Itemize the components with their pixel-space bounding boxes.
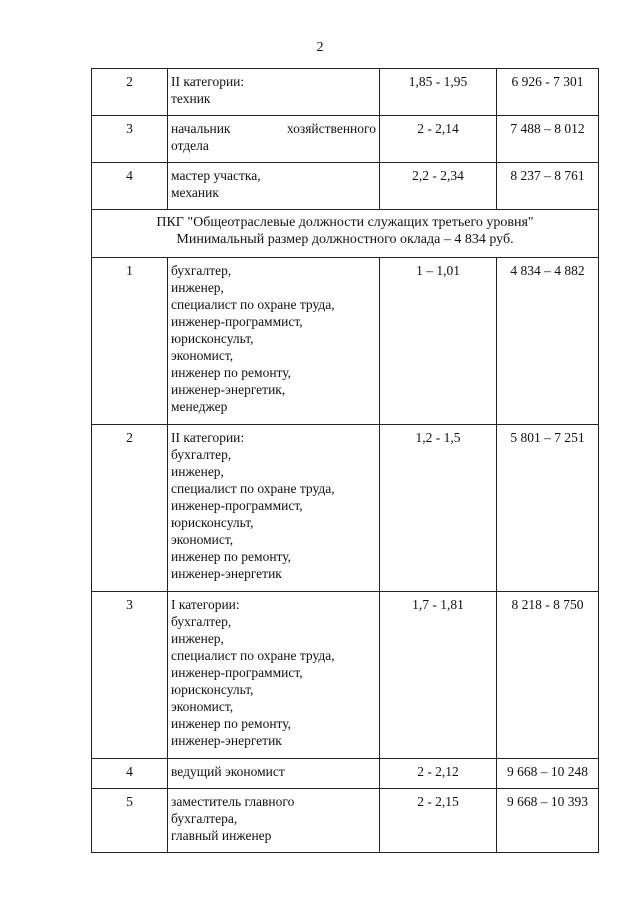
coefficient-cell: 1,85 - 1,95 — [380, 69, 497, 116]
salary-cell: 5 801 – 7 251 — [497, 425, 599, 592]
position-line: менеджер — [171, 399, 228, 414]
position-line: экономист, — [171, 348, 234, 363]
position-cell — [168, 258, 380, 425]
position-cell — [168, 163, 380, 210]
row-number: 1 — [92, 258, 168, 425]
position-line: специалист по охране труда, — [171, 297, 335, 312]
position-line: инженер по ремонту, — [171, 716, 292, 731]
salary-cell: 4 834 – 4 882 — [497, 258, 599, 425]
position-line: инженер по ремонту, — [171, 549, 292, 564]
position-line: заместитель главного — [171, 794, 295, 809]
position-line: главный инженер — [171, 828, 272, 843]
position-line: экономист, — [171, 532, 234, 547]
position-line: инженер, — [171, 464, 224, 479]
table-row — [92, 789, 599, 853]
position-line: бухгалтер, — [171, 614, 232, 629]
group-title: ПКГ "Общеотраслевые должности служащих третьего уровня" — [156, 215, 534, 230]
group-min-salary: Минимальный размер должностного оклада – 4 834 руб. — [176, 232, 514, 247]
coefficient-cell: 2 - 2,14 — [380, 116, 497, 163]
position-line: отдела — [171, 138, 209, 153]
table-row — [92, 425, 599, 592]
position-line: инженер-энергетик — [171, 733, 282, 748]
position-line: специалист по охране труда, — [171, 481, 335, 496]
position-line: экономист, — [171, 699, 234, 714]
salary-cell: 7 488 – 8 012 — [497, 116, 599, 163]
position-line: инженер-программист, — [171, 314, 303, 329]
table-row — [92, 592, 599, 759]
table-row — [92, 258, 599, 425]
position-line: II категории: — [171, 74, 245, 89]
position-line: I категории: — [171, 597, 240, 612]
position-line: инженер-программист, — [171, 665, 303, 680]
row-number: 4 — [92, 163, 168, 210]
position-cell — [168, 116, 380, 163]
row-number: 3 — [92, 592, 168, 759]
row-number: 3 — [92, 116, 168, 163]
position-line: специалист по охране труда, — [171, 648, 335, 663]
position-line: техник — [171, 91, 211, 106]
table-row — [92, 759, 599, 789]
coefficient-cell: 2 - 2,15 — [380, 789, 497, 853]
salary-cell: 9 668 – 10 248 — [497, 759, 599, 789]
position-word: начальник — [171, 121, 231, 136]
row-number: 5 — [92, 789, 168, 853]
position-cell — [168, 789, 380, 853]
coefficient-cell: 1,2 - 1,5 — [380, 425, 497, 592]
position-line: бухгалтер, — [171, 263, 232, 278]
position-line: инженер-программист, — [171, 498, 303, 513]
position-line: юрисконсульт, — [171, 331, 254, 346]
table-row — [92, 69, 599, 116]
position-cell — [168, 592, 380, 759]
coefficient-cell: 1 – 1,01 — [380, 258, 497, 425]
position-line: инженер по ремонту, — [171, 365, 292, 380]
position-line: инженер-энергетик, — [171, 382, 286, 397]
position-word: хозяйственного — [286, 121, 376, 136]
position-line: юрисконсульт, — [171, 515, 254, 530]
position-cell — [168, 69, 380, 116]
salary-cell: 8 237 – 8 761 — [497, 163, 599, 210]
position-line: инженер, — [171, 631, 224, 646]
position-line: бухгалтер, — [171, 447, 232, 462]
position-line: механик — [171, 185, 219, 200]
row-number: 2 — [92, 425, 168, 592]
table-row — [92, 163, 599, 210]
position-line: II категории: — [171, 430, 245, 445]
position-line: юрисконсульт, — [171, 682, 254, 697]
position-line: инженер-энергетик — [171, 566, 282, 581]
salary-cell: 8 218 - 8 750 — [497, 592, 599, 759]
page-number: 2 — [316, 40, 324, 55]
table-row — [92, 116, 599, 163]
row-number: 4 — [92, 759, 168, 789]
salary-table — [91, 68, 599, 853]
group-header-row — [92, 210, 599, 258]
group-header-cell — [92, 210, 599, 258]
position-line: ведущий экономист — [171, 764, 285, 779]
salary-cell: 6 926 - 7 301 — [497, 69, 599, 116]
coefficient-cell: 1,7 - 1,81 — [380, 592, 497, 759]
coefficient-cell: 2,2 - 2,34 — [380, 163, 497, 210]
position-line — [171, 120, 376, 137]
position-line: мастер участка, — [171, 168, 261, 183]
coefficient-cell: 2 - 2,12 — [380, 759, 497, 789]
position-line: инженер, — [171, 280, 224, 295]
position-line: бухгалтера, — [171, 811, 238, 826]
position-cell — [168, 759, 380, 789]
position-cell — [168, 425, 380, 592]
salary-cell: 9 668 – 10 393 — [497, 789, 599, 853]
row-number: 2 — [92, 69, 168, 116]
